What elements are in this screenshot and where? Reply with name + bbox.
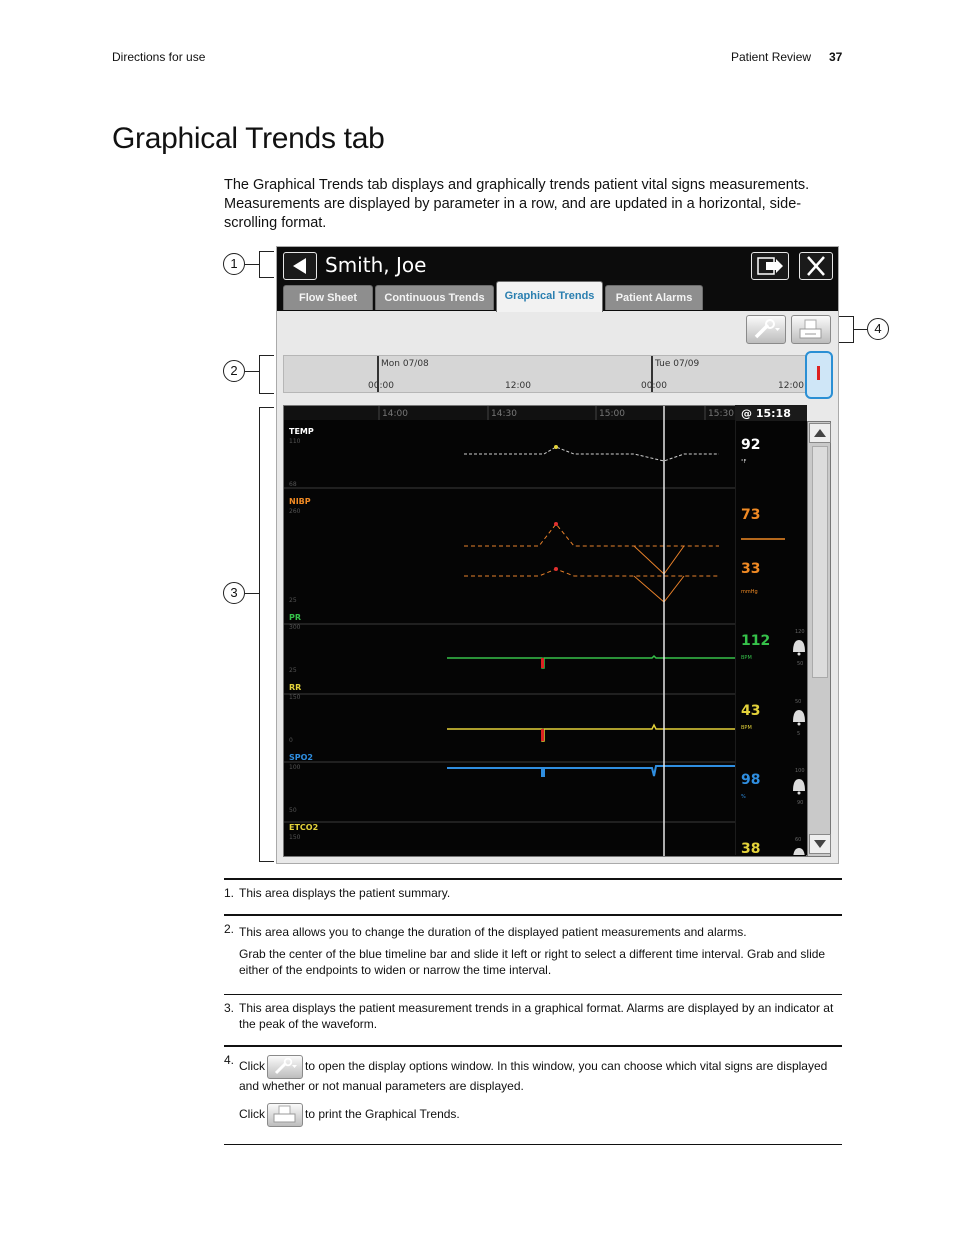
timeline-position-marker — [817, 366, 820, 380]
back-button[interactable] — [283, 252, 317, 280]
graph-scrollbar[interactable] — [807, 421, 831, 857]
page-title: Graphical Trends tab — [112, 122, 385, 155]
parameter-name: PR — [289, 613, 302, 622]
display-options-button[interactable] — [746, 315, 786, 344]
alarm-low-limit: 90 — [797, 800, 804, 806]
current-value: 38 — [741, 841, 761, 855]
scale-top: 150 — [289, 694, 301, 701]
legend-text: Grab the center of the blue timeline bar and slide it left or right to select a different time interval. Grab and slide either of the endpoints to widen or narrow the time interval. — [239, 947, 826, 977]
scale-top: 300 — [289, 624, 301, 631]
unit-label: mmHg — [741, 589, 758, 595]
timeline-tick-label: 12:00 — [505, 381, 531, 391]
timeline-day-label: Mon 07/08 — [381, 359, 429, 369]
current-value: 92 — [741, 437, 761, 453]
alarm-high-limit: 60 — [795, 837, 802, 843]
tab-flow-sheet[interactable]: Flow Sheet — [283, 285, 373, 310]
parameter-name: SPO2 — [289, 753, 313, 762]
scale-top: 100 — [289, 764, 301, 771]
time-label: 15:30 — [708, 409, 734, 419]
patient-name: Smith, Joe — [325, 253, 427, 277]
tab-continuous-trends[interactable]: Continuous Trends — [375, 285, 494, 310]
legend-number: 3. — [224, 1001, 235, 1015]
scale-bottom: 0 — [289, 737, 293, 744]
callout-bracket — [259, 407, 274, 862]
alarm-high-limit: 100 — [795, 768, 805, 774]
printer-icon — [267, 1103, 303, 1127]
current-value: 33 — [741, 561, 761, 577]
legend-text: This area displays the patient summary. — [239, 886, 451, 900]
legend-text: This area allows you to change the duration of the displayed patient measurements and alarms. — [239, 925, 747, 939]
close-button[interactable] — [799, 252, 833, 280]
legend-number: 1. — [224, 886, 235, 900]
printer-icon — [792, 316, 830, 343]
callout-leader — [245, 264, 259, 265]
alarm-high-limit: 50 — [795, 699, 802, 705]
callout-bracket — [839, 316, 854, 343]
parameter-name: NIBP — [289, 497, 311, 506]
callout-leader — [853, 329, 867, 330]
scale-bottom: 68 — [289, 481, 297, 488]
scale-top: 110 — [289, 438, 301, 445]
callout-3: 3 — [223, 582, 245, 604]
alarm-low-limit: 5 — [797, 731, 801, 737]
callout-4: 4 — [867, 318, 889, 340]
legend-item4-text2: to print the Graphical Trends. — [305, 1107, 460, 1122]
alarm-indicator — [541, 658, 544, 668]
time-label: 14:00 — [382, 409, 408, 419]
alarm-bell-icon — [798, 723, 801, 726]
alarm-indicator — [554, 445, 558, 449]
rr-trend — [447, 725, 736, 741]
wrench-icon — [267, 1055, 303, 1079]
current-values-svg — [735, 405, 807, 855]
triangle-down-icon — [810, 835, 830, 853]
nibp-systolic-trend — [464, 524, 719, 546]
click-word: Click — [239, 1107, 265, 1122]
legend-number: 4. — [224, 1053, 235, 1067]
time-label: 14:30 — [491, 409, 517, 419]
alarm-low-limit: 50 — [797, 661, 804, 667]
current-time: @ 15:18 — [741, 407, 791, 420]
spo2-trend — [447, 766, 736, 776]
callout-2: 2 — [223, 360, 245, 382]
timeline-tick-label: 00:00 — [641, 381, 667, 391]
scroll-thumb[interactable] — [812, 446, 828, 678]
alarm-indicator — [541, 729, 544, 741]
legend-item4-text: to open the display options window. In this window, you can choose which vital signs are displayed and whether or not manual parameters are displayed. — [239, 1059, 828, 1093]
scroll-down-button[interactable] — [809, 834, 831, 854]
alarm-high-limit: 120 — [795, 629, 805, 635]
legend-text-display-options — [239, 1055, 839, 1095]
trend-graph-svg — [284, 406, 806, 856]
scale-top: 150 — [289, 834, 301, 841]
current-value: 98 — [741, 772, 761, 788]
parameter-name: ETCO2 — [289, 823, 319, 832]
callout-bracket — [259, 355, 274, 394]
current-value: 43 — [741, 703, 761, 719]
time-label: 15:00 — [599, 409, 625, 419]
current-value: 73 — [741, 507, 761, 523]
intro-paragraph: The Graphical Trends tab displays and graphically trends patient vital signs measurements. Measurements are displayed by parameter in a row, and are updated in a horizontal, side-scrolling format. — [224, 177, 810, 231]
wrench-icon — [747, 316, 785, 343]
callout-bracket — [259, 251, 274, 278]
scale-bottom: 25 — [289, 597, 297, 604]
unit-label: °F — [741, 459, 747, 465]
alarm-bell-icon — [798, 792, 801, 795]
scale-top: 260 — [289, 508, 301, 515]
trend-graph — [283, 405, 807, 857]
triangle-up-icon — [810, 424, 830, 442]
nibp-diastolic-trend — [464, 569, 719, 576]
legend-number: 2. — [224, 922, 235, 936]
click-word: Click — [239, 1059, 265, 1074]
alarm-bell-icon — [793, 710, 805, 722]
back-arrow-icon — [284, 253, 316, 279]
alarm-bell-icon — [798, 653, 801, 656]
current-value: 112 — [741, 633, 771, 649]
alarm-indicator — [554, 567, 558, 571]
pr-trend — [447, 656, 736, 668]
unit-label: % — [741, 794, 746, 800]
close-icon — [800, 253, 832, 279]
callout-1: 1 — [223, 253, 245, 275]
running-header-section: Patient Review — [731, 50, 812, 64]
nibp-systolic-drop — [634, 546, 684, 574]
alarm-bell-icon — [793, 779, 805, 791]
unit-label: BPM — [741, 655, 752, 661]
timeline-tick-label: 00:00 — [368, 381, 394, 391]
print-button[interactable] — [791, 315, 831, 344]
alarm-indicator — [554, 522, 558, 526]
current-values-panel — [735, 405, 807, 855]
scale-bottom: 50 — [289, 807, 297, 814]
legend-text-print — [239, 1103, 839, 1127]
exit-button[interactable] — [751, 252, 789, 280]
timeline-handle[interactable] — [805, 351, 833, 399]
running-header-left: Directions for use — [112, 50, 206, 64]
parameter-name: RR — [289, 683, 302, 692]
scale-bottom: 25 — [289, 667, 297, 674]
scroll-up-button[interactable] — [809, 423, 831, 443]
device-screenshot — [276, 246, 839, 864]
tab-patient-alarms[interactable]: Patient Alarms — [605, 285, 703, 310]
temp-trend — [464, 447, 719, 461]
callout-leader — [245, 593, 259, 594]
alarm-bell-icon — [793, 848, 805, 855]
timeline-day-label: Tue 07/09 — [655, 359, 700, 369]
legend-text: This area displays the patient measurement trends in a graphical format. Alarms are displayed by an indicator at the peak of the waveform. — [239, 1001, 834, 1031]
unit-label: BPM — [741, 725, 752, 731]
tab-graphical-trends[interactable]: Graphical Trends — [496, 281, 603, 312]
nibp-diastolic-drop — [634, 576, 684, 602]
patient-summary-bar — [277, 247, 838, 311]
alarm-bell-icon — [793, 640, 805, 652]
callout-leader — [245, 371, 259, 372]
page-number: 37 — [829, 50, 843, 64]
parameter-name: TEMP — [289, 427, 314, 436]
timeline-bar[interactable] — [283, 355, 809, 393]
timeline-tick-label: 12:00 — [778, 381, 804, 391]
exit-icon — [752, 253, 788, 279]
